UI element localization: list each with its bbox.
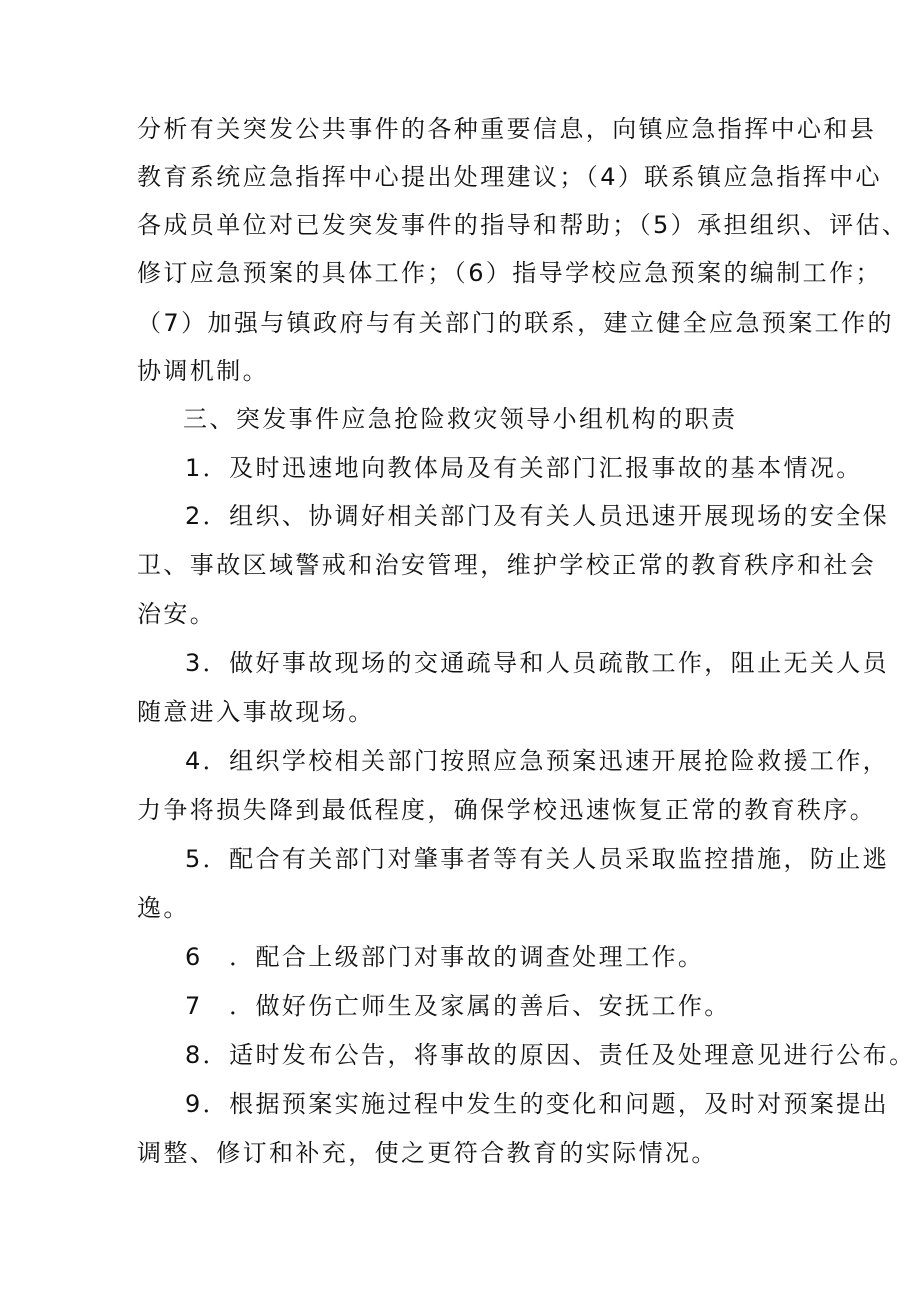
text-line: 随意进入事故现场。: [137, 698, 375, 726]
text-line: （7）加强与镇政府与有关部门的联系，建立健全应急预案工作的: [137, 309, 894, 337]
text-line: 卫、事故区域警戒和治安管理，维护学校正常的教育秩序和社会: [137, 551, 877, 579]
text-line: 教育系统应急指挥中心提出处理建议；（4）联系镇应急指挥中心: [137, 163, 882, 191]
text-line: 8．适时发布公告，将事故的原因、责任及处理意见进行公布。: [185, 1041, 916, 1069]
text-line: 治安。: [137, 600, 217, 628]
text-line: 分析有关突发公共事件的各种重要信息，向镇应急指挥中心和县: [137, 115, 877, 143]
text-line: 3．做好事故现场的交通疏导和人员疏散工作，阻止无关人员: [185, 649, 890, 677]
text-line: 1．及时迅速地向教体局及有关部门汇报事故的基本情况。: [185, 454, 863, 482]
text-line: 4．组织学校相关部门按照应急预案迅速开展抢险救援工作，: [185, 747, 890, 775]
text-line: 逸。: [137, 894, 190, 922]
text-line: 力争将损失降到最低程度，确保学校迅速恢复正常的教育秩序。: [137, 796, 877, 824]
text-line: 7 ．做好伤亡师生及家属的善后、安抚工作。: [185, 992, 731, 1020]
text-line: 协调机制。: [137, 357, 269, 385]
text-line: 各成员单位对已发突发事件的指导和帮助；（5）承担组织、评估、: [137, 211, 909, 239]
text-line: 5．配合有关部门对肇事者等有关人员采取监控措施，防止逃: [185, 845, 890, 873]
text-line: 修订应急预案的具体工作；（6）指导学校应急预案的编制工作；: [137, 259, 882, 287]
text-line: 调整、修订和补充，使之更符合教育的实际情况。: [137, 1139, 718, 1167]
text-line: 2．组织、协调好相关部门及有关人员迅速开展现场的安全保: [185, 502, 890, 530]
text-line: 9．根据预案实施过程中发生的变化和问题，及时对预案提出: [185, 1090, 890, 1118]
section-heading: 三、突发事件应急抢险救灾领导小组机构的职责: [183, 405, 738, 433]
text-line: 6 ．配合上级部门对事故的调查处理工作。: [185, 943, 705, 971]
